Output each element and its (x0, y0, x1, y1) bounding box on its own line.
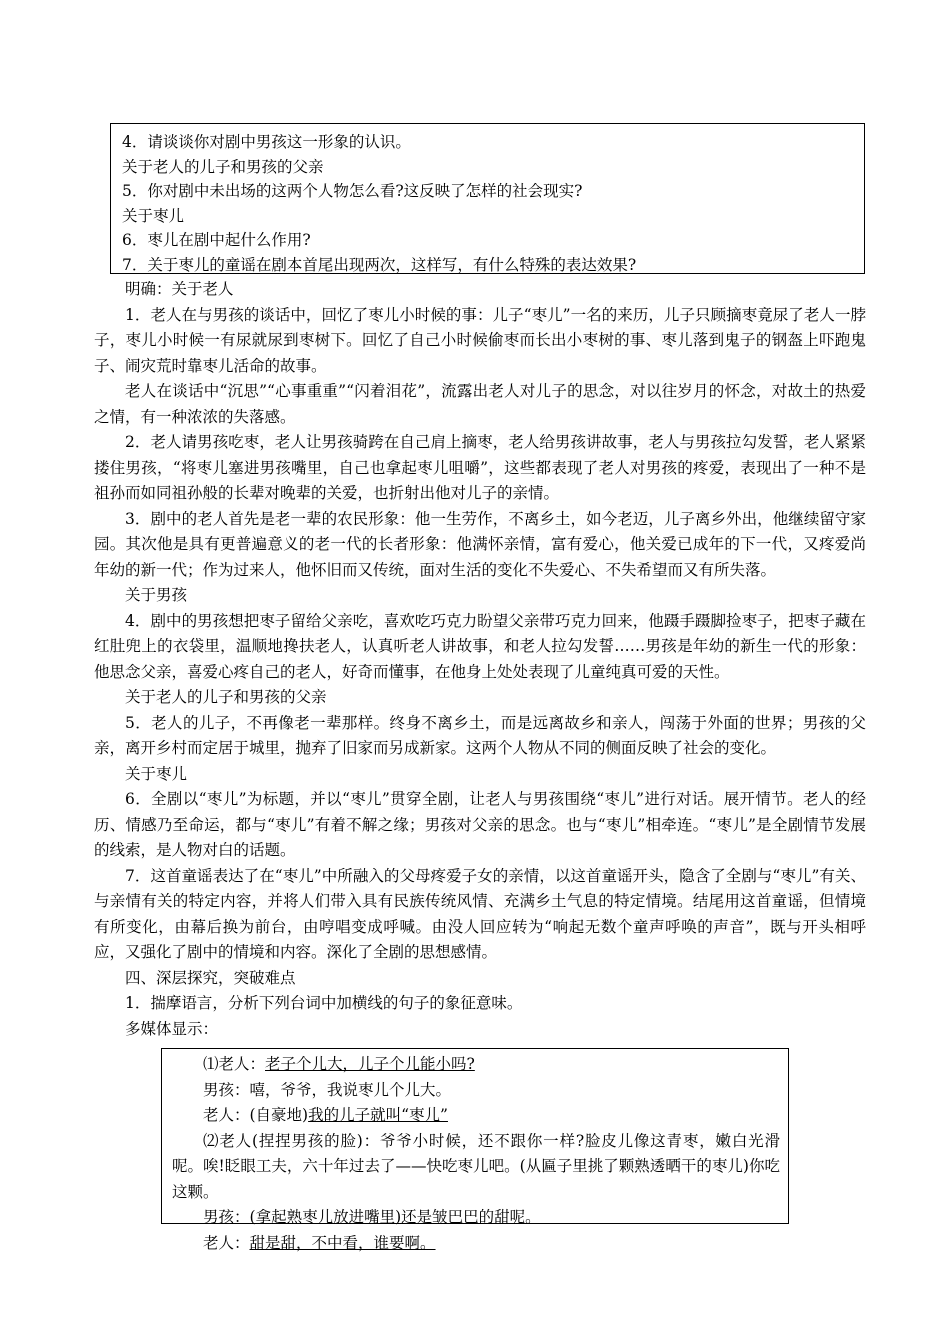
question-line: 6．枣儿在剧中起什么作用? (122, 231, 311, 250)
underlined-line: (拿起熟枣儿放进嘴里)还是皱巴巴的甜呢 (249, 1208, 526, 1226)
speaker: 老人：(自豪地) (203, 1106, 309, 1124)
answer-paragraph: 1．老人在与男孩的谈话中，回忆了枣儿小时候的事：儿子“枣儿”一名的来历，儿子只顾摘枣竟尿了老人一脖子，枣儿小时候一有尿就尿到枣树下。回忆了自己小时候偷枣而长出小枣树的事、枣儿落到鬼子的钢盔上吓跑鬼子、闹灾荒时靠枣儿活命的故事。 (94, 305, 866, 375)
punctuation: 。 (525, 1208, 541, 1226)
answer-paragraph: 7．这首童谣表达了在“枣儿”中所融入的父母疼爱子女的亲情，以这首童谣开头，隐含了全剧与“枣儿”有关、与亲情有关的特定内容，并将人们带入具有民族传统风情、充满乡土气息的特定情境。结尾用这首童谣，但情境有所变化，由幕后换为前台，由哼唱变成呼喊。由没人回应转为“响起无数个童声呼唤的声音”，既与开头相呼应，又强化了剧中的情境和内容。深化了全剧的思想感情。 (94, 866, 866, 961)
section-heading: 关于老人的儿子和男孩的父亲 (125, 688, 327, 706)
question-line: 7．关于枣儿的童谣在剧本首尾出现两次，这样写，有什么特殊的表达效果? (122, 255, 637, 274)
dialogue-line: 男孩：嘻，爷爷，我说枣儿个儿大。 (203, 1080, 452, 1099)
question-box (110, 123, 865, 274)
underlined-line: 甜是甜，不中看，谁要啊。 (249, 1233, 436, 1252)
section-heading: 关于男孩 (125, 586, 188, 604)
question-line: 关于枣儿 (122, 206, 185, 225)
section-heading: 关于枣儿 (125, 764, 188, 783)
dialogue-line (172, 1103, 780, 1129)
answer-paragraph: 3．剧中的老人首先是老一辈的农民形象：他一生劳作，不离乡土，如今老迈，儿子离乡外出，他继续留守家园。其次他是具有更普遍意义的老一代的长者形象：他满怀亲情，富有爱心，他关爱已成年的下一代，又疼爱尚年幼的新一代；作为过来人，他怀旧而又传统，面对生活的变化不失爱心、不失希望而又有所失落。 (94, 509, 866, 579)
question-line: 4．请谈谈你对剧中男孩这一形象的认识。 (122, 133, 411, 151)
speaker: 男孩： (203, 1208, 250, 1226)
answer-paragraph: 4．剧中的男孩想把枣子留给父亲吃，喜欢吃巧克力盼望父亲带巧克力回来，他蹑手蹑脚捡枣子，把枣子藏在红肚兜上的衣袋里，温顺地搀扶老人，认真听老人讲故事，和老人拉勾发誓……男孩是年幼的新生一代的形象：他思念父亲，喜爱心疼自己的老人，好奇而懂事，在他身上处处表现了儿童纯真可爱的天性。 (94, 611, 866, 681)
media-box (161, 1048, 789, 1252)
answer-paragraph: 老人在谈话中“沉思”“心事重重”“闪着泪花”，流露出老人对儿子的思念，对以往岁月的怀念，对故土的热爱之情，有一种浓浓的失落感。 (94, 382, 866, 426)
underlined-line: 我的儿子就叫“枣儿” (308, 1106, 448, 1124)
section-4-heading: 四、深层探究，突破难点 (125, 968, 296, 987)
dialogue-line (172, 1052, 780, 1078)
answer-intro: 明确：关于老人 (125, 280, 234, 298)
underlined-line: 老子个儿大，儿子个儿能小吗? (265, 1055, 475, 1073)
dialogue-line: ⑵老人(捏捏男孩的脸)：爷爷小时候，还不跟你一样?脸皮儿像这青枣，嫩白光滑呢。唉!眨眼工夫，六十年过去了——快吃枣儿吧。(从匾子里挑了颗熟透晒干的枣儿)你吃这颗。 (172, 1131, 780, 1201)
dialogue-line (172, 1205, 780, 1231)
answer-paragraph: 6．全剧以“枣儿”为标题，并以“枣儿”贯穿全剧，让老人与男孩围绕“枣儿”进行对话。展开情节。老人的经历、情感乃至命运，都与“枣儿”有着不解之缘；男孩对父亲的思念。也与“枣儿”相牵连。“枣儿”是全剧情节发展的线索，是人物对白的话题。 (94, 790, 866, 859)
question-line: 5．你对剧中未出场的这两个人物怎么看?这反映了怎样的社会现实? (122, 182, 583, 201)
answer-paragraph: 2．老人请男孩吃枣，老人让男孩骑跨在自己肩上摘枣，老人给男孩讲故事，老人与男孩拉勾发誓，老人紧紧搂住男孩，“将枣儿塞进男孩嘴里，自己也拿起枣儿咀嚼”，这些都表现了老人对男孩的疼爱，表现出了一种不是祖孙而如同祖孙般的长辈对晚辈的关爱，也折射出他对儿子的亲情。 (94, 433, 866, 502)
speaker: 老人： (203, 1233, 250, 1252)
speaker: ⑴老人： (203, 1055, 266, 1073)
media-label: 多媒体显示： (125, 1019, 219, 1038)
answer-paragraph: 5．老人的儿子，不再像老一辈那样。终身不离乡土，而是远离故乡和亲人，闯荡于外面的世界；男孩的父亲，离开乡村而定居于城里，抛弃了旧家而另成新家。这两个人物从不同的侧面反映了社会的变化。 (94, 713, 866, 757)
question-line: 关于老人的儿子和男孩的父亲 (122, 157, 324, 176)
dialogue-line (172, 1231, 780, 1257)
task-text: 1．揣摩语言，分析下列台词中加横线的句子的象征意味。 (125, 994, 523, 1012)
answer-body (94, 277, 866, 1042)
